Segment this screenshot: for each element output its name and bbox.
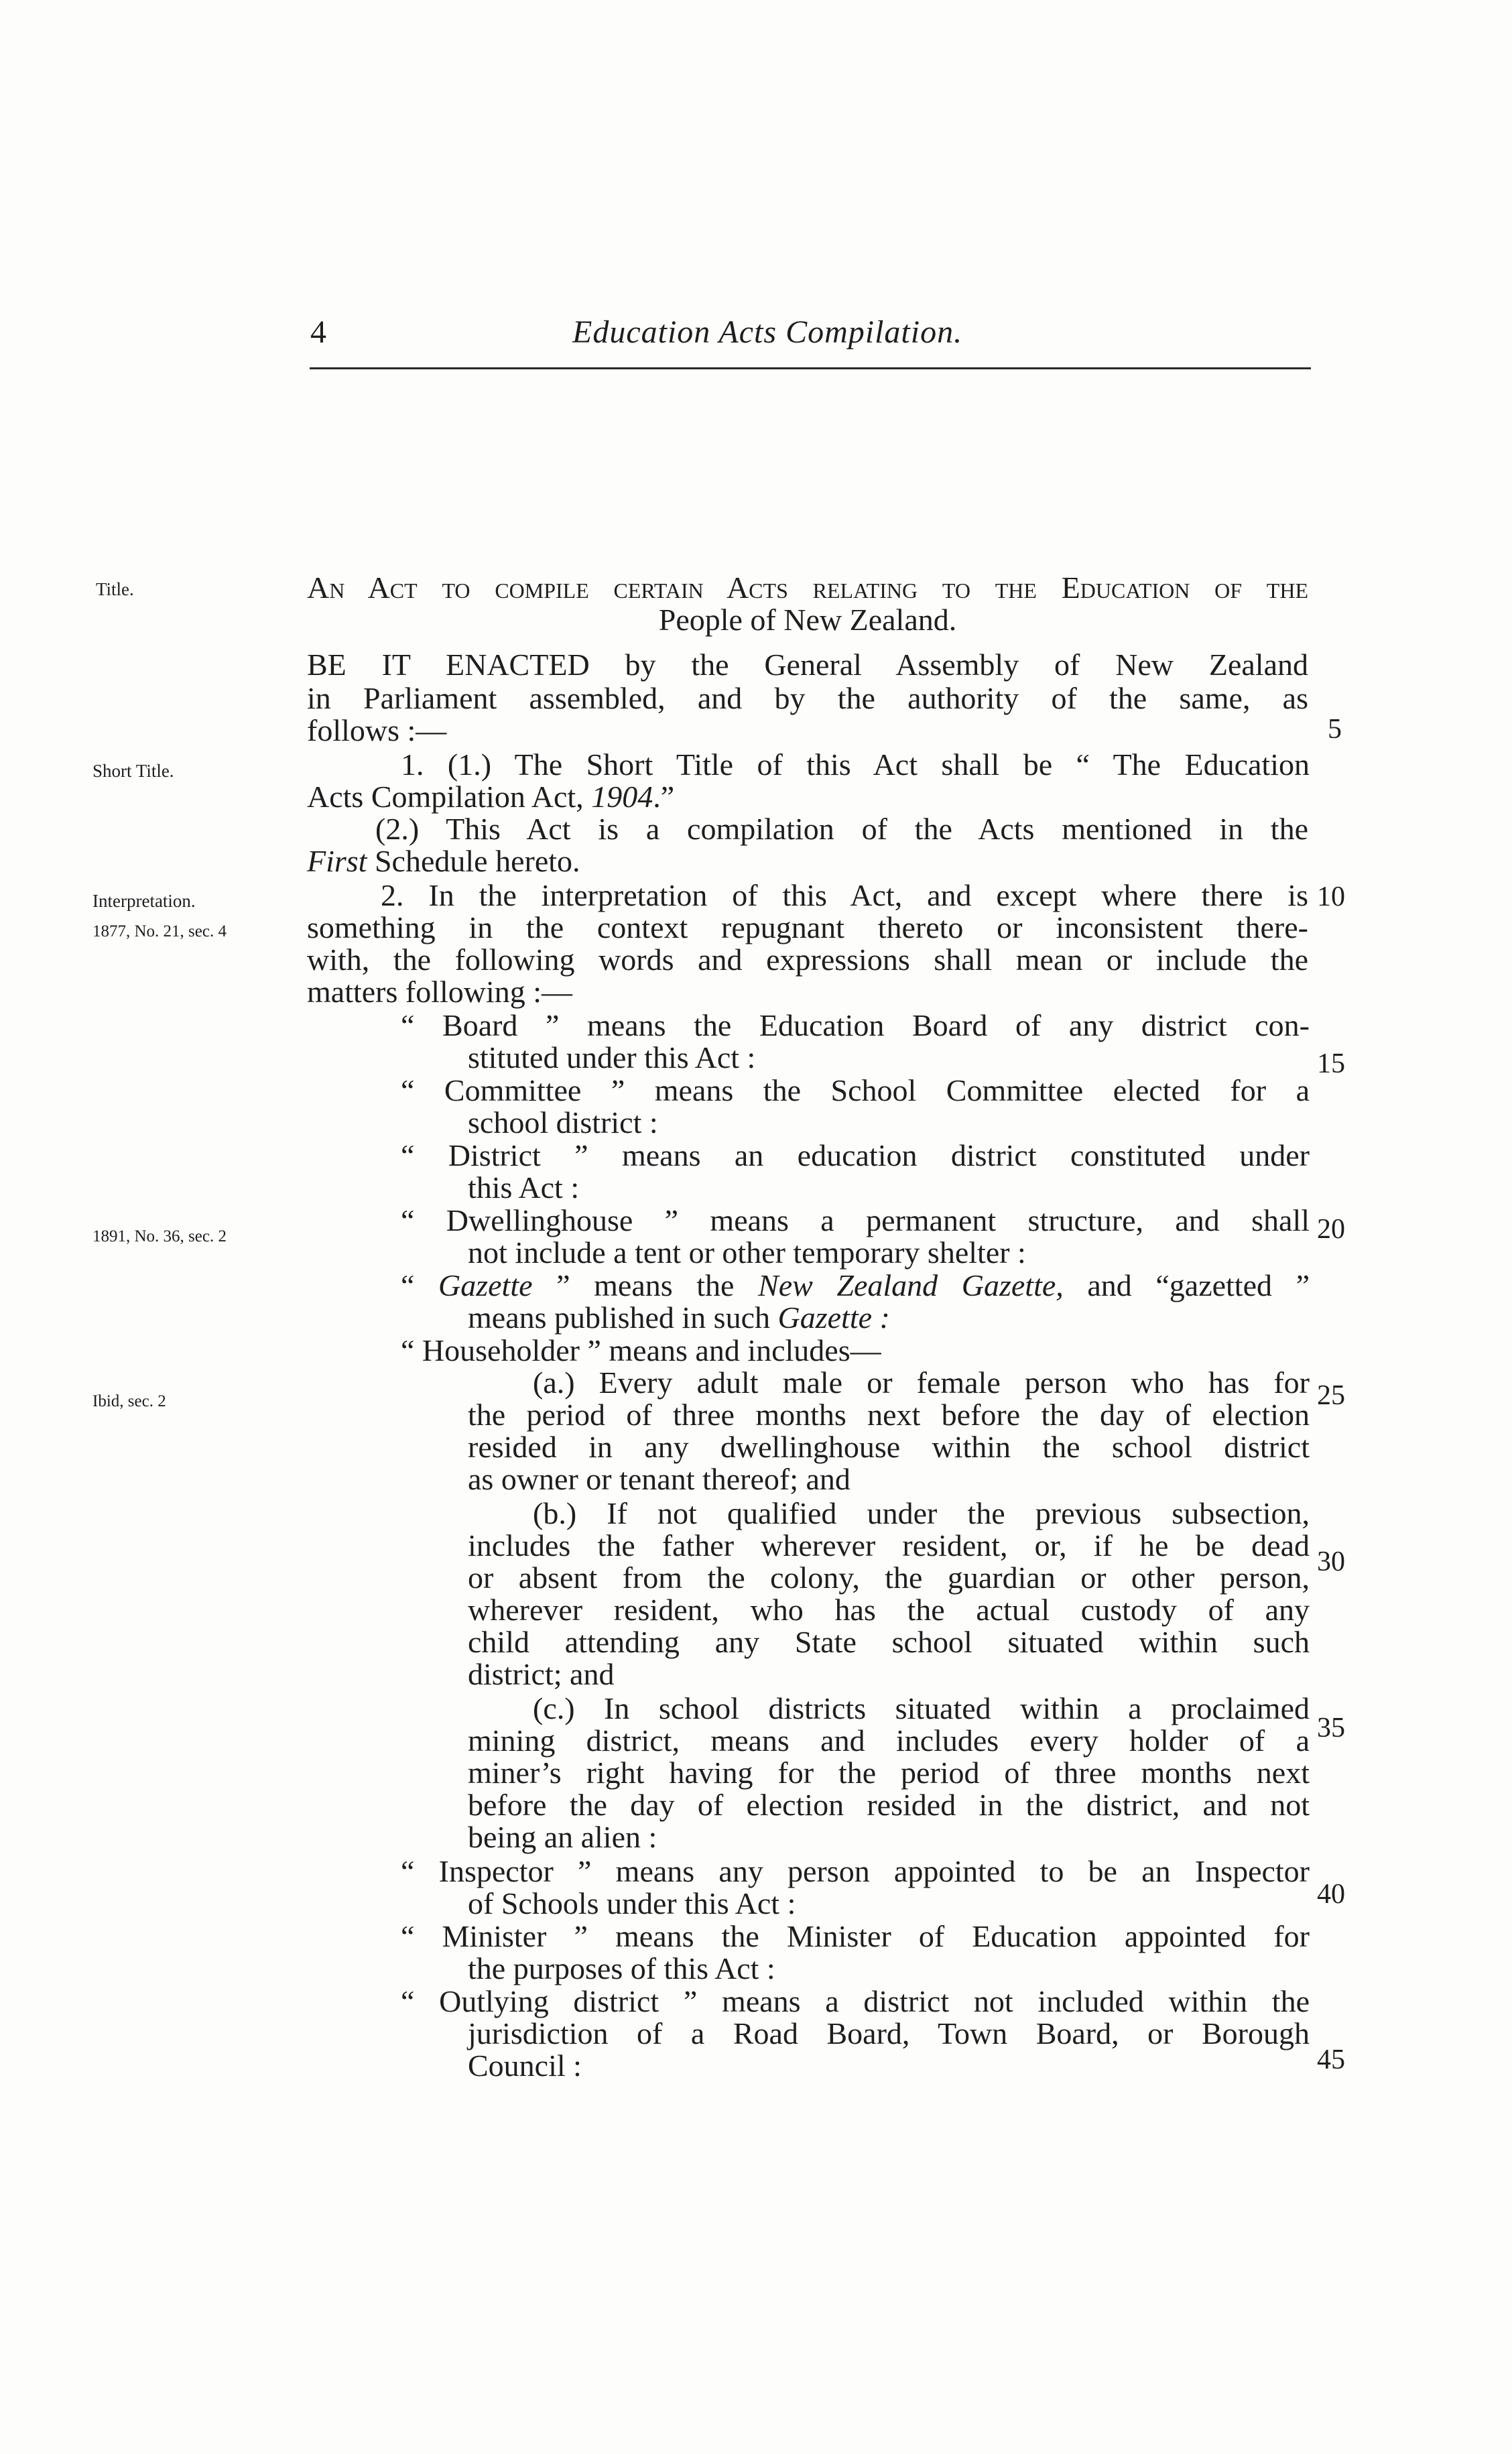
- definition-clause-line: before the day of election resided in the district, and not: [468, 1788, 1310, 1822]
- definition-clause-line: the period of three months next before the day of election: [468, 1398, 1310, 1432]
- definition-line: [468, 1300, 1310, 1335]
- definition-clause-line: or absent from the colony, the guardian or other person,: [468, 1560, 1310, 1595]
- definition-line: “ Householder ” means and includes—: [401, 1333, 881, 1367]
- line-number: 30: [1317, 1546, 1345, 1577]
- definition-clause-line: (c.) In school districts situated within a proclaimed: [533, 1691, 1310, 1725]
- definition-clause-line: being an alien :: [468, 1820, 657, 1854]
- definition-line: jurisdiction of a Road Board, Town Board, or Borough: [468, 2016, 1310, 2050]
- text-run-italic: New Zealand Gazette,: [758, 1268, 1064, 1302]
- enacting-clause-line: in Parliament assembled, and by the authority of the same, as: [307, 681, 1308, 715]
- running-title: Education Acts Compilation.: [572, 314, 963, 350]
- definition-line: [401, 1268, 1310, 1303]
- enacting-clause-line: BE IT ENACTED by the General Assembly of New Zealand: [307, 648, 1308, 682]
- line-number: 40: [1317, 1879, 1345, 1910]
- section-2-line: something in the context repugnant thereto or inconsistent there-: [307, 910, 1308, 944]
- definition-line: “ Outlying district ” means a district not included within the: [401, 1984, 1310, 2018]
- section-1-line: (2.) This Act is a compilation of the Acts mentioned in the: [375, 812, 1308, 846]
- section-1-line: [307, 843, 1308, 879]
- header-rule: [310, 367, 1311, 369]
- definition-clause-line: child attending any State school situated within such: [468, 1625, 1310, 1659]
- text-run: “: [401, 1268, 439, 1302]
- section-2-line: with, the following words and expressions shall mean or include the: [307, 942, 1308, 977]
- text-run: Acts Compilation Act,: [307, 780, 592, 814]
- margin-note-ref-ibid: Ibid, sec. 2: [92, 1392, 166, 1410]
- line-number: 20: [1317, 1214, 1345, 1245]
- definition-clause-line: (a.) Every adult male or female person who has for: [533, 1365, 1310, 1400]
- definition-line: this Act :: [468, 1170, 580, 1205]
- text-run: means published in such: [468, 1300, 778, 1335]
- definition-clause-line: district; and: [468, 1657, 615, 1691]
- line-number: 10: [1317, 881, 1345, 912]
- definition-clause-line: includes the father wherever resident, or, if he be dead: [468, 1528, 1310, 1562]
- margin-note-interpretation: Interpretation.: [92, 891, 196, 911]
- text-run-italic: First: [307, 844, 367, 878]
- definition-clause-line: mining district, means and includes every holder of a: [468, 1723, 1310, 1758]
- definition-line: “ Inspector ” means any person appointed to be an Inspector: [401, 1854, 1310, 1888]
- margin-note-title: Title.: [96, 579, 134, 599]
- text-run: .”: [653, 780, 675, 814]
- text-run-italic: Gazette :: [777, 1300, 890, 1335]
- definition-line: “ District ” means an education district constituted under: [401, 1138, 1310, 1172]
- text-run: Schedule hereto.: [367, 844, 580, 878]
- definition-line: Council :: [468, 2048, 582, 2083]
- definition-line: of Schools under this Act :: [468, 1886, 796, 1920]
- definition-line: “ Dwellinghouse ” means a permanent structure, and shall: [401, 1203, 1310, 1237]
- definition-line: stituted under this Act :: [468, 1040, 756, 1075]
- margin-note-short-title: Short Title.: [92, 761, 174, 781]
- margin-note-ref-1891: 1891, No. 36, sec. 2: [92, 1227, 227, 1245]
- text-run-italic: 1904: [591, 780, 653, 814]
- definition-line: the purposes of this Act :: [468, 1951, 775, 1985]
- act-title-line: People of New Zealand.: [658, 603, 957, 637]
- section-1-line: 1. (1.) The Short Title of this Act shall be “ The Education: [401, 747, 1310, 782]
- line-number: 5: [1328, 714, 1342, 745]
- definition-clause-line: resided in any dwellinghouse within the school district: [468, 1430, 1310, 1464]
- definition-line: “ Board ” means the Education Board of any district con-: [401, 1008, 1310, 1042]
- act-title-line: An Act to compile certain Acts relating to the Education of the: [307, 570, 1308, 605]
- line-number: 45: [1317, 2044, 1345, 2075]
- line-number: 25: [1317, 1380, 1345, 1411]
- text-run: ” means the: [532, 1268, 759, 1302]
- definition-line: “ Minister ” means the Minister of Education appointed for: [401, 1919, 1310, 1953]
- section-1-line: [307, 779, 1308, 814]
- definition-line: school district :: [468, 1105, 658, 1140]
- definition-clause-line: miner’s right having for the period of three months next: [468, 1756, 1310, 1790]
- section-2-line: matters following :—: [307, 975, 573, 1009]
- text-run: and “gazetted ”: [1063, 1268, 1310, 1302]
- definition-line: not include a tent or other temporary shelter :: [468, 1235, 1026, 1270]
- enacting-clause-line: follows :—: [307, 713, 447, 747]
- page-number: 4: [310, 314, 326, 350]
- definition-clause-line: (b.) If not qualified under the previous subsection,: [533, 1496, 1310, 1530]
- definition-clause-line: wherever resident, who has the actual custody of any: [468, 1593, 1310, 1627]
- section-2-line: 2. In the interpretation of this Act, and except where there is: [381, 878, 1308, 912]
- line-number: 15: [1317, 1048, 1345, 1079]
- definition-line: “ Committee ” means the School Committee elected for a: [401, 1073, 1310, 1107]
- text-run-italic: Gazette: [438, 1268, 533, 1302]
- definition-clause-line: as owner or tenant thereof; and: [468, 1462, 850, 1496]
- line-number: 35: [1317, 1713, 1345, 1743]
- margin-note-ref-1877: 1877, No. 21, sec. 4: [92, 922, 227, 940]
